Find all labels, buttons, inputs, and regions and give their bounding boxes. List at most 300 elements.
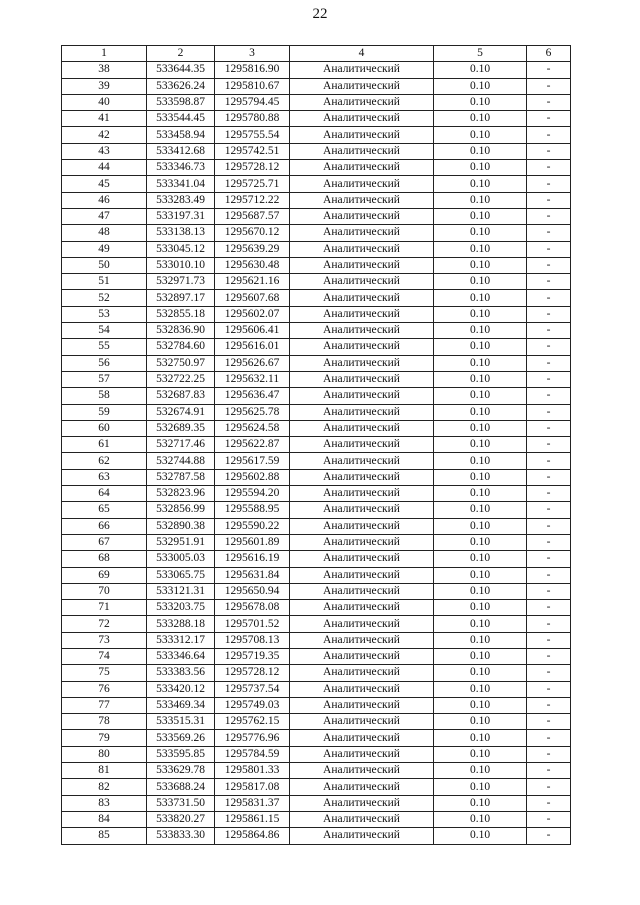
point-number-cell: 68 <box>62 551 147 567</box>
x-coordinate-cell: 533138.13 <box>147 225 215 241</box>
x-coordinate-cell: 532890.38 <box>147 518 215 534</box>
table-row <box>62 502 571 518</box>
method-cell: Аналитический <box>290 78 434 94</box>
point-number-cell: 74 <box>62 648 147 664</box>
point-number-cell: 76 <box>62 681 147 697</box>
point-number-cell: 54 <box>62 323 147 339</box>
note-cell: - <box>527 486 571 502</box>
method-cell: Аналитический <box>290 795 434 811</box>
table-row <box>62 241 571 257</box>
table-row <box>62 127 571 143</box>
point-number-cell: 84 <box>62 811 147 827</box>
method-cell: Аналитический <box>290 225 434 241</box>
table-row <box>62 648 571 664</box>
precision-cell: 0.10 <box>434 143 527 159</box>
point-number-cell: 83 <box>62 795 147 811</box>
x-coordinate-cell: 533412.68 <box>147 143 215 159</box>
precision-cell: 0.10 <box>434 502 527 518</box>
method-cell: Аналитический <box>290 208 434 224</box>
precision-cell: 0.10 <box>434 828 527 844</box>
x-coordinate-cell: 533312.17 <box>147 632 215 648</box>
point-number-cell: 75 <box>62 665 147 681</box>
method-cell: Аналитический <box>290 257 434 273</box>
note-cell: - <box>527 469 571 485</box>
y-coordinate-cell: 1295607.68 <box>215 290 290 306</box>
note-cell: - <box>527 420 571 436</box>
note-cell: - <box>527 714 571 730</box>
method-cell: Аналитический <box>290 632 434 648</box>
note-cell: - <box>527 730 571 746</box>
point-number-cell: 52 <box>62 290 147 306</box>
y-coordinate-cell: 1295678.08 <box>215 600 290 616</box>
table-row <box>62 811 571 827</box>
x-coordinate-cell: 532951.91 <box>147 534 215 550</box>
precision-cell: 0.10 <box>434 208 527 224</box>
x-coordinate-cell: 533644.35 <box>147 62 215 78</box>
method-cell: Аналитический <box>290 388 434 404</box>
x-coordinate-cell: 532823.96 <box>147 486 215 502</box>
table-row <box>62 779 571 795</box>
y-coordinate-cell: 1295762.15 <box>215 714 290 730</box>
table-row <box>62 567 571 583</box>
y-coordinate-cell: 1295621.16 <box>215 274 290 290</box>
point-number-cell: 62 <box>62 453 147 469</box>
note-cell: - <box>527 371 571 387</box>
x-coordinate-cell: 532971.73 <box>147 274 215 290</box>
note-cell: - <box>527 583 571 599</box>
y-coordinate-cell: 1295617.59 <box>215 453 290 469</box>
table-row <box>62 730 571 746</box>
x-coordinate-cell: 532750.97 <box>147 355 215 371</box>
method-cell: Аналитический <box>290 160 434 176</box>
point-number-cell: 58 <box>62 388 147 404</box>
table-row <box>62 306 571 322</box>
y-coordinate-cell: 1295622.87 <box>215 437 290 453</box>
x-coordinate-cell: 533346.64 <box>147 648 215 664</box>
method-cell: Аналитический <box>290 192 434 208</box>
precision-cell: 0.10 <box>434 339 527 355</box>
table-row <box>62 78 571 94</box>
precision-cell: 0.10 <box>434 730 527 746</box>
point-number-cell: 70 <box>62 583 147 599</box>
x-coordinate-cell: 533197.31 <box>147 208 215 224</box>
point-number-cell: 48 <box>62 225 147 241</box>
precision-cell: 0.10 <box>434 714 527 730</box>
table-row <box>62 420 571 436</box>
y-coordinate-cell: 1295687.57 <box>215 208 290 224</box>
y-coordinate-cell: 1295755.54 <box>215 127 290 143</box>
note-cell: - <box>527 111 571 127</box>
note-cell: - <box>527 208 571 224</box>
note-cell: - <box>527 306 571 322</box>
note-cell: - <box>527 681 571 697</box>
y-coordinate-cell: 1295810.67 <box>215 78 290 94</box>
note-cell: - <box>527 697 571 713</box>
note-cell: - <box>527 437 571 453</box>
precision-cell: 0.10 <box>434 94 527 110</box>
note-cell: - <box>527 323 571 339</box>
x-coordinate-cell: 532722.25 <box>147 371 215 387</box>
note-cell: - <box>527 616 571 632</box>
note-cell: - <box>527 648 571 664</box>
precision-cell: 0.10 <box>434 355 527 371</box>
precision-cell: 0.10 <box>434 306 527 322</box>
table-row <box>62 323 571 339</box>
point-number-cell: 42 <box>62 127 147 143</box>
y-coordinate-cell: 1295624.58 <box>215 420 290 436</box>
table-row <box>62 486 571 502</box>
x-coordinate-cell: 533283.49 <box>147 192 215 208</box>
note-cell: - <box>527 94 571 110</box>
note-cell: - <box>527 78 571 94</box>
method-cell: Аналитический <box>290 143 434 159</box>
table-row <box>62 257 571 273</box>
precision-cell: 0.10 <box>434 583 527 599</box>
point-number-cell: 66 <box>62 518 147 534</box>
table-row <box>62 94 571 110</box>
point-number-cell: 60 <box>62 420 147 436</box>
y-coordinate-cell: 1295616.19 <box>215 551 290 567</box>
table-row <box>62 632 571 648</box>
point-number-cell: 73 <box>62 632 147 648</box>
point-number-cell: 57 <box>62 371 147 387</box>
point-number-cell: 49 <box>62 241 147 257</box>
x-coordinate-cell: 532674.91 <box>147 404 215 420</box>
x-coordinate-cell: 533469.34 <box>147 697 215 713</box>
method-cell: Аналитический <box>290 714 434 730</box>
point-number-cell: 80 <box>62 746 147 762</box>
method-cell: Аналитический <box>290 339 434 355</box>
method-cell: Аналитический <box>290 730 434 746</box>
note-cell: - <box>527 143 571 159</box>
note-cell: - <box>527 62 571 78</box>
point-number-cell: 38 <box>62 62 147 78</box>
y-coordinate-cell: 1295632.11 <box>215 371 290 387</box>
x-coordinate-cell: 533420.12 <box>147 681 215 697</box>
method-cell: Аналитический <box>290 665 434 681</box>
note-cell: - <box>527 127 571 143</box>
column-header: 1 <box>62 46 147 62</box>
y-coordinate-cell: 1295588.95 <box>215 502 290 518</box>
table-body <box>62 62 571 844</box>
method-cell: Аналитический <box>290 453 434 469</box>
point-number-cell: 64 <box>62 486 147 502</box>
point-number-cell: 46 <box>62 192 147 208</box>
note-cell: - <box>527 518 571 534</box>
x-coordinate-cell: 533626.24 <box>147 78 215 94</box>
precision-cell: 0.10 <box>434 551 527 567</box>
precision-cell: 0.10 <box>434 323 527 339</box>
table-row <box>62 388 571 404</box>
y-coordinate-cell: 1295670.12 <box>215 225 290 241</box>
y-coordinate-cell: 1295725.71 <box>215 176 290 192</box>
y-coordinate-cell: 1295639.29 <box>215 241 290 257</box>
table-row <box>62 714 571 730</box>
note-cell: - <box>527 290 571 306</box>
y-coordinate-cell: 1295816.90 <box>215 62 290 78</box>
note-cell: - <box>527 534 571 550</box>
point-number-cell: 59 <box>62 404 147 420</box>
note-cell: - <box>527 779 571 795</box>
note-cell: - <box>527 241 571 257</box>
note-cell: - <box>527 600 571 616</box>
method-cell: Аналитический <box>290 600 434 616</box>
precision-cell: 0.10 <box>434 78 527 94</box>
method-cell: Аналитический <box>290 828 434 844</box>
y-coordinate-cell: 1295864.86 <box>215 828 290 844</box>
table-row <box>62 143 571 159</box>
note-cell: - <box>527 274 571 290</box>
note-cell: - <box>527 567 571 583</box>
point-number-cell: 43 <box>62 143 147 159</box>
y-coordinate-cell: 1295630.48 <box>215 257 290 273</box>
point-number-cell: 47 <box>62 208 147 224</box>
method-cell: Аналитический <box>290 371 434 387</box>
method-cell: Аналитический <box>290 763 434 779</box>
note-cell: - <box>527 665 571 681</box>
column-header: 5 <box>434 46 527 62</box>
table-row <box>62 763 571 779</box>
y-coordinate-cell: 1295626.67 <box>215 355 290 371</box>
x-coordinate-cell: 532856.99 <box>147 502 215 518</box>
table-row <box>62 225 571 241</box>
y-coordinate-cell: 1295708.13 <box>215 632 290 648</box>
x-coordinate-cell: 533203.75 <box>147 600 215 616</box>
y-coordinate-cell: 1295719.35 <box>215 648 290 664</box>
method-cell: Аналитический <box>290 94 434 110</box>
table-row <box>62 665 571 681</box>
point-number-cell: 77 <box>62 697 147 713</box>
precision-cell: 0.10 <box>434 111 527 127</box>
method-cell: Аналитический <box>290 583 434 599</box>
point-number-cell: 61 <box>62 437 147 453</box>
table-row <box>62 404 571 420</box>
x-coordinate-cell: 532717.46 <box>147 437 215 453</box>
precision-cell: 0.10 <box>434 600 527 616</box>
method-cell: Аналитический <box>290 355 434 371</box>
column-header: 6 <box>527 46 571 62</box>
precision-cell: 0.10 <box>434 192 527 208</box>
precision-cell: 0.10 <box>434 648 527 664</box>
method-cell: Аналитический <box>290 697 434 713</box>
method-cell: Аналитический <box>290 616 434 632</box>
y-coordinate-cell: 1295749.03 <box>215 697 290 713</box>
table-row <box>62 437 571 453</box>
precision-cell: 0.10 <box>434 274 527 290</box>
point-number-cell: 63 <box>62 469 147 485</box>
column-header: 4 <box>290 46 434 62</box>
precision-cell: 0.10 <box>434 486 527 502</box>
y-coordinate-cell: 1295602.88 <box>215 469 290 485</box>
column-header: 3 <box>215 46 290 62</box>
x-coordinate-cell: 533045.12 <box>147 241 215 257</box>
x-coordinate-cell: 533010.10 <box>147 257 215 273</box>
precision-cell: 0.10 <box>434 62 527 78</box>
x-coordinate-cell: 532689.35 <box>147 420 215 436</box>
y-coordinate-cell: 1295594.20 <box>215 486 290 502</box>
y-coordinate-cell: 1295728.12 <box>215 160 290 176</box>
precision-cell: 0.10 <box>434 811 527 827</box>
method-cell: Аналитический <box>290 323 434 339</box>
method-cell: Аналитический <box>290 420 434 436</box>
point-number-cell: 72 <box>62 616 147 632</box>
precision-cell: 0.10 <box>434 127 527 143</box>
note-cell: - <box>527 632 571 648</box>
precision-cell: 0.10 <box>434 746 527 762</box>
point-number-cell: 85 <box>62 828 147 844</box>
note-cell: - <box>527 225 571 241</box>
table-row <box>62 469 571 485</box>
x-coordinate-cell: 533598.87 <box>147 94 215 110</box>
coordinates-table <box>61 45 571 845</box>
x-coordinate-cell: 532787.58 <box>147 469 215 485</box>
point-number-cell: 79 <box>62 730 147 746</box>
table-row <box>62 371 571 387</box>
note-cell: - <box>527 828 571 844</box>
note-cell: - <box>527 551 571 567</box>
precision-cell: 0.10 <box>434 616 527 632</box>
table-row <box>62 274 571 290</box>
method-cell: Аналитический <box>290 62 434 78</box>
precision-cell: 0.10 <box>434 795 527 811</box>
precision-cell: 0.10 <box>434 763 527 779</box>
x-coordinate-cell: 533383.56 <box>147 665 215 681</box>
table-row <box>62 600 571 616</box>
y-coordinate-cell: 1295742.51 <box>215 143 290 159</box>
point-number-cell: 56 <box>62 355 147 371</box>
y-coordinate-cell: 1295616.01 <box>215 339 290 355</box>
precision-cell: 0.10 <box>434 437 527 453</box>
point-number-cell: 45 <box>62 176 147 192</box>
table-row <box>62 795 571 811</box>
y-coordinate-cell: 1295794.45 <box>215 94 290 110</box>
table-row <box>62 551 571 567</box>
table-row <box>62 583 571 599</box>
y-coordinate-cell: 1295601.89 <box>215 534 290 550</box>
method-cell: Аналитический <box>290 567 434 583</box>
note-cell: - <box>527 763 571 779</box>
point-number-cell: 65 <box>62 502 147 518</box>
method-cell: Аналитический <box>290 746 434 762</box>
point-number-cell: 55 <box>62 339 147 355</box>
y-coordinate-cell: 1295861.15 <box>215 811 290 827</box>
point-number-cell: 50 <box>62 257 147 273</box>
note-cell: - <box>527 176 571 192</box>
method-cell: Аналитический <box>290 111 434 127</box>
precision-cell: 0.10 <box>434 371 527 387</box>
x-coordinate-cell: 533005.03 <box>147 551 215 567</box>
note-cell: - <box>527 388 571 404</box>
y-coordinate-cell: 1295780.88 <box>215 111 290 127</box>
table-header-row <box>62 46 571 62</box>
y-coordinate-cell: 1295631.84 <box>215 567 290 583</box>
precision-cell: 0.10 <box>434 665 527 681</box>
precision-cell: 0.10 <box>434 534 527 550</box>
method-cell: Аналитический <box>290 534 434 550</box>
x-coordinate-cell: 533515.31 <box>147 714 215 730</box>
table-row <box>62 355 571 371</box>
note-cell: - <box>527 404 571 420</box>
x-coordinate-cell: 532897.17 <box>147 290 215 306</box>
point-number-cell: 53 <box>62 306 147 322</box>
x-coordinate-cell: 533341.04 <box>147 176 215 192</box>
note-cell: - <box>527 355 571 371</box>
table-row <box>62 62 571 78</box>
method-cell: Аналитический <box>290 518 434 534</box>
precision-cell: 0.10 <box>434 567 527 583</box>
precision-cell: 0.10 <box>434 225 527 241</box>
table-row <box>62 160 571 176</box>
precision-cell: 0.10 <box>434 518 527 534</box>
precision-cell: 0.10 <box>434 388 527 404</box>
x-coordinate-cell: 532855.18 <box>147 306 215 322</box>
precision-cell: 0.10 <box>434 160 527 176</box>
point-number-cell: 51 <box>62 274 147 290</box>
y-coordinate-cell: 1295784.59 <box>215 746 290 762</box>
x-coordinate-cell: 533458.94 <box>147 127 215 143</box>
method-cell: Аналитический <box>290 779 434 795</box>
method-cell: Аналитический <box>290 404 434 420</box>
table-row <box>62 339 571 355</box>
y-coordinate-cell: 1295817.08 <box>215 779 290 795</box>
note-cell: - <box>527 192 571 208</box>
precision-cell: 0.10 <box>434 632 527 648</box>
method-cell: Аналитический <box>290 648 434 664</box>
method-cell: Аналитический <box>290 306 434 322</box>
column-header: 2 <box>147 46 215 62</box>
method-cell: Аналитический <box>290 502 434 518</box>
method-cell: Аналитический <box>290 274 434 290</box>
precision-cell: 0.10 <box>434 257 527 273</box>
y-coordinate-cell: 1295590.22 <box>215 518 290 534</box>
x-coordinate-cell: 533544.45 <box>147 111 215 127</box>
point-number-cell: 44 <box>62 160 147 176</box>
table-row <box>62 192 571 208</box>
y-coordinate-cell: 1295650.94 <box>215 583 290 599</box>
y-coordinate-cell: 1295606.41 <box>215 323 290 339</box>
x-coordinate-cell: 532836.90 <box>147 323 215 339</box>
x-coordinate-cell: 532687.83 <box>147 388 215 404</box>
note-cell: - <box>527 795 571 811</box>
precision-cell: 0.10 <box>434 469 527 485</box>
precision-cell: 0.10 <box>434 697 527 713</box>
note-cell: - <box>527 453 571 469</box>
precision-cell: 0.10 <box>434 420 527 436</box>
precision-cell: 0.10 <box>434 290 527 306</box>
precision-cell: 0.10 <box>434 241 527 257</box>
note-cell: - <box>527 746 571 762</box>
table-row <box>62 518 571 534</box>
point-number-cell: 78 <box>62 714 147 730</box>
y-coordinate-cell: 1295728.12 <box>215 665 290 681</box>
table-row <box>62 453 571 469</box>
y-coordinate-cell: 1295776.96 <box>215 730 290 746</box>
table-row <box>62 697 571 713</box>
y-coordinate-cell: 1295831.37 <box>215 795 290 811</box>
method-cell: Аналитический <box>290 241 434 257</box>
method-cell: Аналитический <box>290 486 434 502</box>
x-coordinate-cell: 533288.18 <box>147 616 215 632</box>
precision-cell: 0.10 <box>434 176 527 192</box>
point-number-cell: 71 <box>62 600 147 616</box>
y-coordinate-cell: 1295737.54 <box>215 681 290 697</box>
x-coordinate-cell: 532784.60 <box>147 339 215 355</box>
table-row <box>62 828 571 844</box>
x-coordinate-cell: 533688.24 <box>147 779 215 795</box>
note-cell: - <box>527 257 571 273</box>
x-coordinate-cell: 533065.75 <box>147 567 215 583</box>
x-coordinate-cell: 533595.85 <box>147 746 215 762</box>
